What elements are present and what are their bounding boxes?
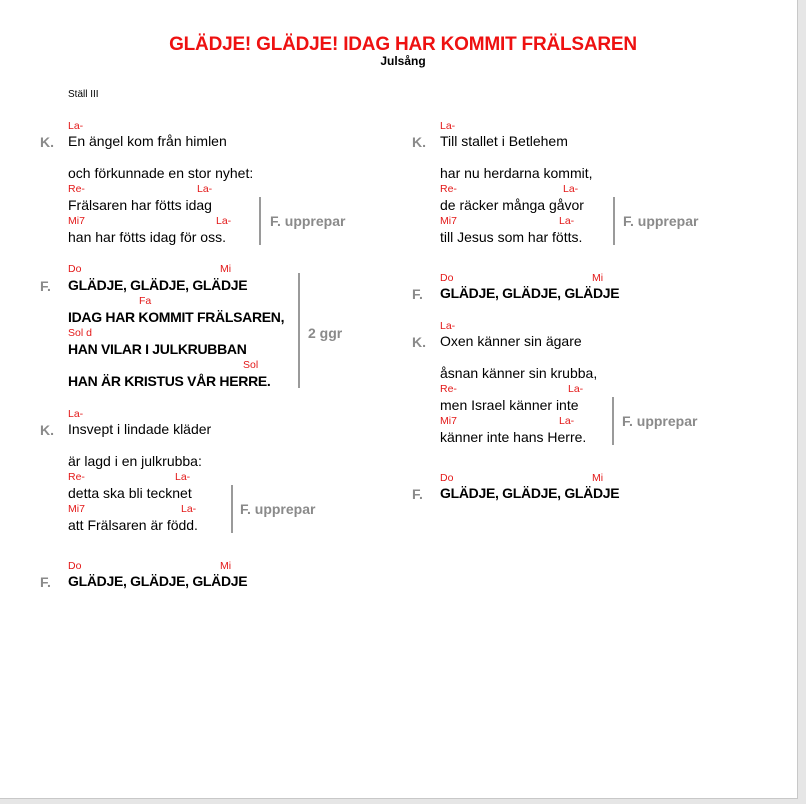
chord: La-	[559, 215, 575, 227]
chord: La-	[68, 120, 84, 132]
chorus-line: GLÄDJE, GLÄDJE, GLÄDJE	[68, 573, 248, 589]
chord: La-	[559, 415, 575, 427]
chord: La-	[175, 471, 191, 483]
lyric-line: att Frälsaren är född.	[68, 517, 198, 533]
role-label-f: F.	[412, 286, 423, 302]
chord: Fa	[139, 295, 152, 307]
repeat-note: 2 ggr	[308, 325, 343, 341]
chord: La-	[440, 120, 456, 132]
chorus-line: HAN VILAR I JULKRUBBAN	[68, 341, 247, 357]
chord: Mi7	[440, 215, 457, 227]
chorus-line: GLÄDJE, GLÄDJE, GLÄDJE	[440, 285, 620, 301]
capo-note: Ställ III	[68, 89, 99, 100]
chord: Re-	[440, 183, 457, 195]
song-title: GLÄDJE! GLÄDJE! IDAG HAR KOMMIT FRÄLSAREN	[169, 34, 637, 55]
lyric-line: han har fötts idag för oss.	[68, 229, 226, 245]
repeat-note: F. upprepar	[622, 413, 698, 429]
lyric-line: känner inte hans Herre.	[440, 429, 587, 445]
repeat-note: F. upprepar	[270, 213, 346, 229]
repeat-bracket	[298, 273, 300, 388]
chord: Mi	[220, 560, 232, 572]
lyric-line: Frälsaren har fötts idag	[68, 197, 212, 213]
chord: La-	[440, 320, 456, 332]
chord: Re-	[440, 383, 457, 395]
chorus-line: GLÄDJE, GLÄDJE, GLÄDJE	[440, 485, 620, 501]
repeat-bracket	[231, 485, 233, 533]
chord: La-	[181, 503, 197, 515]
lyric-line: har nu herdarna kommit,	[440, 165, 593, 181]
repeat-bracket	[613, 197, 615, 245]
lyric-line: En ängel kom från himlen	[68, 133, 227, 149]
song-subtitle: Julsång	[380, 54, 426, 68]
lyric-line: är lagd i en julkrubba:	[68, 453, 202, 469]
chord: Do	[440, 272, 454, 284]
chord: La-	[568, 383, 584, 395]
chord: Sol	[243, 359, 259, 371]
chord: La-	[197, 183, 213, 195]
chorus-line: GLÄDJE, GLÄDJE, GLÄDJE	[68, 277, 248, 293]
chord: Mi7	[440, 415, 457, 427]
lyric-line: åsnan känner sin krubba,	[440, 365, 598, 381]
role-label-f: F.	[40, 574, 51, 590]
repeat-bracket	[259, 197, 261, 245]
chord: Re-	[68, 471, 85, 483]
chord: Mi	[592, 472, 604, 484]
repeat-bracket	[612, 397, 614, 445]
lyric-line: Oxen känner sin ägare	[440, 333, 582, 349]
lyric-line: Till stallet i Betlehem	[440, 133, 568, 149]
chord: Do	[68, 263, 82, 275]
chord: Mi7	[68, 215, 85, 227]
role-label-f: F.	[412, 486, 423, 502]
role-label-k: K.	[412, 134, 426, 150]
role-label-k: K.	[40, 134, 54, 150]
lyric-line: men Israel känner inte	[440, 397, 579, 413]
chord: Mi	[592, 272, 604, 284]
chord: Re-	[68, 183, 85, 195]
lyric-line: de räcker många gåvor	[440, 197, 584, 213]
chord: La-	[563, 183, 579, 195]
chord: La-	[68, 408, 84, 420]
chord: Do	[68, 560, 82, 572]
repeat-note: F. upprepar	[240, 501, 316, 517]
chord: Mi7	[68, 503, 85, 515]
chord: La-	[216, 215, 232, 227]
repeat-note: F. upprepar	[623, 213, 699, 229]
chord: Sol d	[68, 327, 92, 339]
lyric-line: Insvept i lindade kläder	[68, 421, 212, 437]
chord: Mi	[220, 263, 232, 275]
lyric-line: detta ska bli tecknet	[68, 485, 192, 501]
chord: Do	[440, 472, 454, 484]
chorus-line: IDAG HAR KOMMIT FRÄLSAREN,	[68, 309, 285, 325]
role-label-f: F.	[40, 278, 51, 294]
chorus-line: HAN ÄR KRISTUS VÅR HERRE.	[68, 373, 271, 389]
lyric-line: och förkunnade en stor nyhet:	[68, 165, 254, 181]
lyric-line: till Jesus som har fötts.	[440, 229, 583, 245]
role-label-k: K.	[40, 422, 54, 438]
role-label-k: K.	[412, 334, 426, 350]
